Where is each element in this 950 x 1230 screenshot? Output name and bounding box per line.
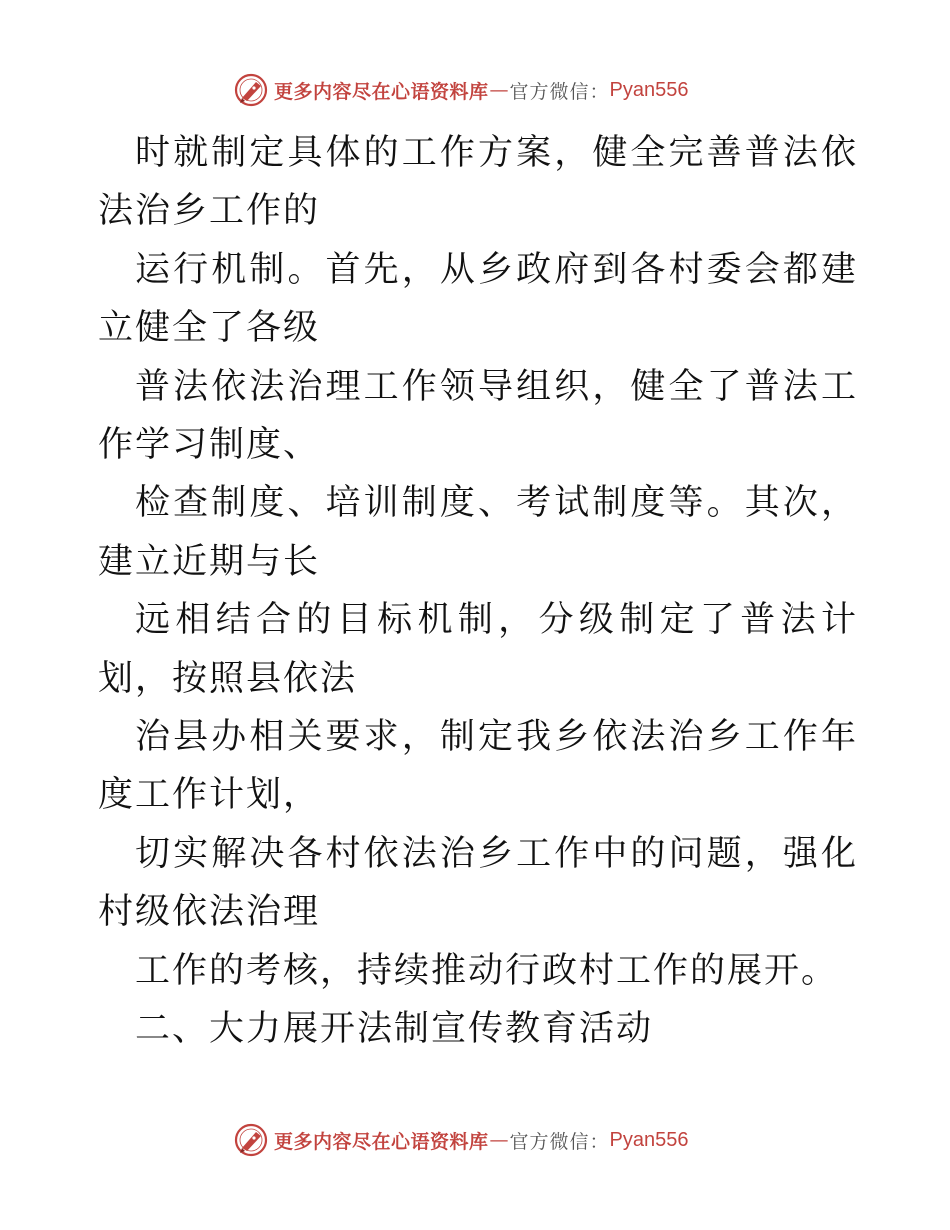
header-wechat-label: 官方微信： — [509, 80, 610, 103]
body-paragraph: 远相结合的目标机制，分级制定了普法计划，按照县依法 — [98, 600, 858, 699]
footer-site-name: 更多内容尽在心语资料库 — [274, 1130, 489, 1153]
footer-wechat-label: 官方微信： — [509, 1130, 610, 1153]
pen-nib-logo-icon — [234, 1123, 268, 1157]
body-paragraph: 时就制定具体的工作方案，健全完善普法依法治乡工作的 — [98, 133, 858, 232]
footer-wechat-account: Pyan556 — [609, 1128, 689, 1151]
pen-nib-logo-icon — [234, 73, 268, 107]
header-wechat-account: Pyan556 — [609, 78, 689, 101]
body-paragraph: 治县办相关要求，制定我乡依法治乡工作年度工作计划， — [98, 717, 858, 816]
header-site-name: 更多内容尽在心语资料库 — [274, 80, 489, 103]
section-heading: 二、大力展开法制宣传教育活动 — [135, 1009, 654, 1050]
body-paragraph: 工作的考核，持续推动行政村工作的展开。 — [135, 950, 839, 991]
header-separator: — — [489, 79, 509, 101]
document-body — [98, 124, 858, 1059]
footer-separator: — — [489, 1129, 509, 1151]
body-paragraph: 普法依法治理工作领导组织，健全了普法工作学习制度、 — [98, 366, 858, 466]
footer-watermark — [234, 1122, 754, 1158]
body-paragraph: 检查制度、培训制度、考试制度等。其次，建立近期与长 — [98, 483, 858, 582]
header-watermark — [234, 72, 754, 108]
body-paragraph: 运行机制。首先，从乡政府到各村委会都建立健全了各级 — [98, 249, 858, 349]
body-paragraph: 切实解决各村依法治乡工作中的问题，强化村级依法治理 — [98, 833, 858, 933]
